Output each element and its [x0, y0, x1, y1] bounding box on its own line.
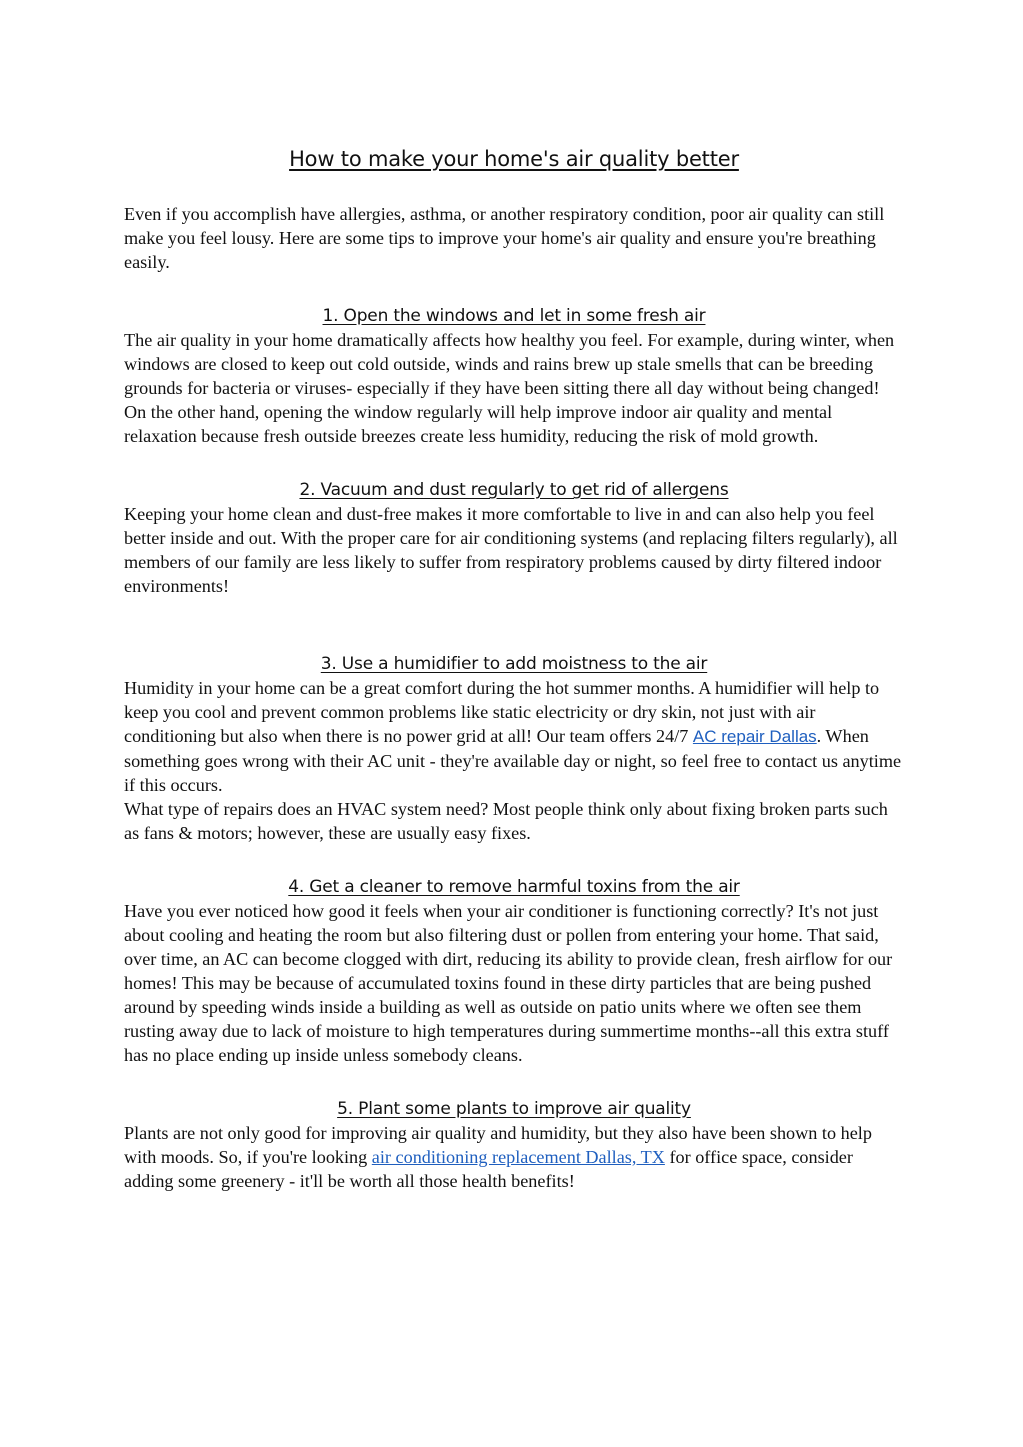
ac-repair-dallas-link[interactable]: AC repair Dallas — [692, 727, 817, 746]
section-2-body: Keeping your home clean and dust-free makes it more comfortable to live in and can also help you feel better inside and out. With the proper care for air conditioning systems (and replacing filters regularly), all members of our family are less likely to suffer from respiratory problems caused by dirty filtered indoor environments! — [124, 504, 898, 596]
section-3-heading: 3. Use a humidifier to add moistness to the air — [320, 654, 708, 674]
section-4-heading: 4. Get a cleaner to remove harmful toxins from the air — [288, 877, 740, 897]
section-1-heading: 1. Open the windows and let in some fresh air — [322, 306, 706, 326]
section-5-text-after-link: for office space, consider adding some greenery - it'll be worth all those health benefits! — [124, 1147, 853, 1191]
section-5-body — [124, 1121, 904, 1193]
ac-replacement-dallas-link[interactable]: air conditioning replacement Dallas, TX — [371, 1147, 665, 1167]
section-2-heading: 2. Vacuum and dust regularly to get rid of allergens — [299, 480, 729, 500]
section-3-body-continued: What type of repairs does an HVAC system need? Most people think only about fixing broken parts such as fans & motors; however, these are usually easy fixes. — [124, 799, 888, 843]
section-3-body — [124, 676, 904, 797]
section-1-body: The air quality in your home dramatically affects how healthy you feel. For example, during winter, when windows are closed to keep out cold outside, winds and rains brew up stale smells that can be breeding grounds for bacteria or viruses- especially if they have been sitting there all day without being changed! On the other hand, opening the window regularly will help improve indoor air quality and mental relaxation because fresh outside breezes create less humidity, reducing the risk of mold growth. — [124, 330, 895, 446]
page-title: How to make your home's air quality better — [289, 147, 739, 171]
section-5-text-before-link: Plants are not only good for improving air quality and humidity, but they also have been shown to help with moods. So, if you're looking — [124, 1123, 872, 1167]
section-4-body: Have you ever noticed how good it feels when your air conditioner is functioning correctly? It's not just about cooling and heating the room but also filtering dust or pollen from entering your home. That said, over time, an AC can become clogged with dirt, reducing its ability to provide clean, fresh airflow for our homes! This may be because of accumulated toxins found in these dirty particles that are being pushed around by speeding winds inside a building as well as outside on patio units where we often see them rusting away due to lack of moisture to high temperatures during summertime months--all this extra stuff has no place ending up inside unless somebody cleans. — [124, 901, 893, 1065]
intro-paragraph: Even if you accomplish have allergies, asthma, or another respiratory condition, poor air quality can still make you feel lousy. Here are some tips to improve your home's air quality and ensure you're breathing easily. — [124, 204, 885, 272]
section-5-heading: 5. Plant some plants to improve air quality — [337, 1099, 691, 1119]
section-3-text-after-link: . When something goes wrong with their AC unit - they're available day or night, so feel free to contact us anytime if this occurs. — [124, 726, 902, 795]
section-3-text-before-link: Humidity in your home can be a great comfort during the hot summer months. A humidifier will help to keep you cool and prevent common problems like static electricity or dry skin, not just with air conditioning but also when there is no power grid at all! Our team offers 24/7 — [124, 678, 880, 746]
document-content — [124, 144, 904, 1193]
